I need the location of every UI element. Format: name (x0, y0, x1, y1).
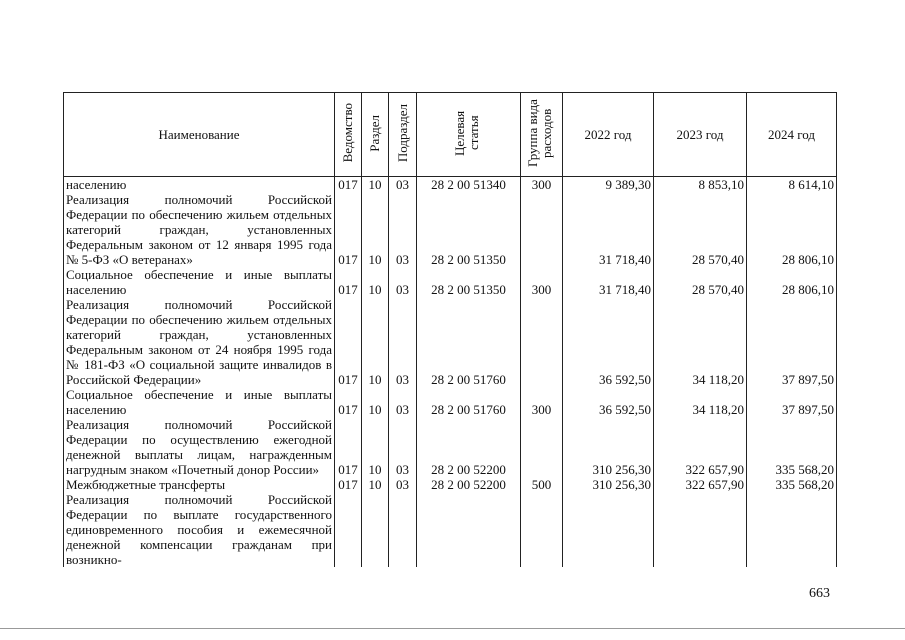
table-row (64, 387, 837, 417)
row-target: 28 2 00 51350 (417, 192, 521, 267)
row-subsection: 03 (389, 417, 417, 477)
row-2023: 8 853,10 (654, 177, 747, 193)
row-section: 10 (362, 192, 389, 267)
header-group (521, 93, 563, 177)
row-target: 28 2 00 51350 (417, 267, 521, 297)
row-group: 300 (521, 387, 563, 417)
row-2022: 36 592,50 (563, 297, 654, 387)
row-subsection (389, 492, 417, 567)
row-section: 10 (362, 387, 389, 417)
table-header-row (64, 93, 837, 177)
row-name: населению (64, 177, 335, 193)
row-2023: 34 118,20 (654, 387, 747, 417)
row-section: 10 (362, 477, 389, 492)
row-2024: 37 897,50 (747, 387, 837, 417)
row-group: 300 (521, 267, 563, 297)
row-dept (335, 492, 362, 567)
row-2022: 310 256,30 (563, 417, 654, 477)
table-row (64, 297, 837, 387)
header-target-label: Целевая статья (451, 110, 481, 156)
row-group (521, 492, 563, 567)
row-subsection: 03 (389, 477, 417, 492)
row-name: Социальное обеспечение и иные выплаты населению (64, 387, 335, 417)
row-group (521, 417, 563, 477)
row-2024: 335 568,20 (747, 417, 837, 477)
bottom-rule (0, 628, 905, 629)
header-group-label: Группа вида расходов (524, 99, 554, 167)
row-target: 28 2 00 52200 (417, 417, 521, 477)
row-subsection: 03 (389, 297, 417, 387)
row-section: 10 (362, 177, 389, 193)
row-group (521, 192, 563, 267)
row-2024: 37 897,50 (747, 297, 837, 387)
row-name: Реализация полномочий Российской Федерации по осуществлению ежегодной денежной выплаты лицам, награжденным нагрудным знаком «Почетный донор России» (64, 417, 335, 477)
row-dept: 017 (335, 417, 362, 477)
row-subsection: 03 (389, 192, 417, 267)
header-section-label: Раздел (367, 114, 382, 152)
row-2024: 335 568,20 (747, 477, 837, 492)
row-2022: 36 592,50 (563, 387, 654, 417)
row-section (362, 492, 389, 567)
row-name: Межбюджетные трансферты (64, 477, 335, 492)
header-subsection-label: Подраздел (394, 103, 410, 163)
table-row (64, 177, 837, 193)
table-row (64, 417, 837, 477)
row-dept: 017 (335, 267, 362, 297)
row-2024 (747, 492, 837, 567)
header-2022: 2022 год (563, 93, 654, 177)
row-target: 28 2 00 51760 (417, 297, 521, 387)
row-2022: 31 718,40 (563, 267, 654, 297)
table-row (64, 192, 837, 267)
budget-table (63, 92, 837, 567)
row-2023: 322 657,90 (654, 417, 747, 477)
header-2023: 2023 год (654, 93, 747, 177)
row-dept: 017 (335, 477, 362, 492)
row-group: 300 (521, 177, 563, 193)
row-section: 10 (362, 297, 389, 387)
table-row (64, 267, 837, 297)
header-subsection (389, 93, 417, 177)
row-2023 (654, 492, 747, 567)
row-2024: 28 806,10 (747, 267, 837, 297)
row-group (521, 297, 563, 387)
header-dept-label: Ведомство (340, 103, 355, 163)
header-dept (335, 93, 362, 177)
row-2024: 28 806,10 (747, 192, 837, 267)
table-row (64, 492, 837, 567)
row-target: 28 2 00 51760 (417, 387, 521, 417)
row-dept: 017 (335, 177, 362, 193)
row-group: 500 (521, 477, 563, 492)
header-section (362, 93, 389, 177)
header-name: Наименование (64, 93, 335, 177)
row-target: 28 2 00 52200 (417, 477, 521, 492)
row-name: Реализация полномочий Российской Федерации по обеспечению жильем отдельных категорий граждан, установленных Федеральным законом от 12 января 1995 года № 5-ФЗ «О ветеранах» (64, 192, 335, 267)
row-name: Реализация полномочий Российской Федерации по выплате государственного единовременного пособия и ежемесячной денежной компенсации гражданам при возникно- (64, 492, 335, 567)
row-name: Реализация полномочий Российской Федерации по обеспечению жильем отдельных категорий граждан, установленных Федеральным законом от 24 ноября 1995 года № 181-ФЗ «О социальной защите инвалидов в Российской Федерации» (64, 297, 335, 387)
row-2023: 28 570,40 (654, 267, 747, 297)
row-name: Социальное обеспечение и иные выплаты населению (64, 267, 335, 297)
row-dept: 017 (335, 297, 362, 387)
row-section: 10 (362, 267, 389, 297)
row-dept: 017 (335, 192, 362, 267)
header-target (417, 93, 521, 177)
row-section: 10 (362, 417, 389, 477)
row-2023: 322 657,90 (654, 477, 747, 492)
row-subsection: 03 (389, 177, 417, 193)
row-2023: 34 118,20 (654, 297, 747, 387)
row-2022: 31 718,40 (563, 192, 654, 267)
row-subsection: 03 (389, 267, 417, 297)
row-2023: 28 570,40 (654, 192, 747, 267)
row-target (417, 492, 521, 567)
table-row (64, 477, 837, 492)
page-number: 663 (809, 586, 830, 601)
row-2022: 9 389,30 (563, 177, 654, 193)
row-dept: 017 (335, 387, 362, 417)
row-2022: 310 256,30 (563, 477, 654, 492)
row-2024: 8 614,10 (747, 177, 837, 193)
row-2022 (563, 492, 654, 567)
row-subsection: 03 (389, 387, 417, 417)
row-target: 28 2 00 51340 (417, 177, 521, 193)
header-2024: 2024 год (747, 93, 837, 177)
